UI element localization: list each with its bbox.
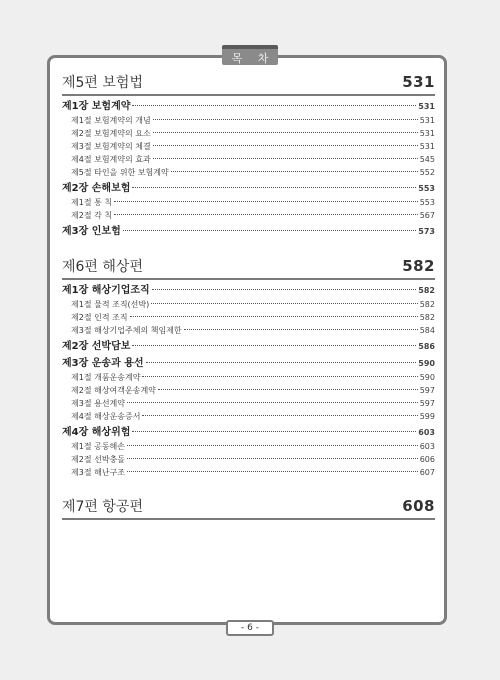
part-title: 제5편 보험법	[62, 75, 143, 91]
section-entry-title: 제2절 인적 조직	[71, 313, 128, 322]
section-entry-title: 제2절 선박충돌	[71, 455, 126, 464]
section-entry-page: 590	[419, 373, 435, 382]
section-entry[interactable]	[62, 311, 435, 324]
section-entry[interactable]	[62, 209, 435, 222]
chapter-entry[interactable]	[62, 340, 435, 354]
part-page: 531	[402, 73, 435, 91]
chapter-entry[interactable]	[62, 100, 435, 114]
dot-leader	[152, 289, 417, 290]
table-of-contents	[62, 70, 435, 524]
part-spacer	[62, 482, 435, 494]
section-entry[interactable]	[62, 466, 435, 479]
dot-leader	[132, 345, 416, 346]
toc-header-tab: 목 차	[222, 45, 278, 65]
chapter-entry[interactable]	[62, 225, 435, 239]
chapter-group	[62, 426, 435, 479]
section-entry-title: 제3절 해상기업주체의 책임제한	[71, 326, 182, 335]
part-heading[interactable]	[62, 70, 435, 96]
dot-leader	[132, 431, 416, 432]
part-title: 제7편 항공편	[62, 499, 143, 515]
section-entry-page: 567	[419, 211, 435, 220]
section-entry-page: 531	[419, 129, 435, 138]
dot-leader	[153, 158, 418, 159]
section-entry[interactable]	[62, 410, 435, 423]
section-entry-title: 제4절 보험계약의 효과	[71, 155, 151, 164]
part-page: 582	[402, 257, 435, 275]
section-entry-page: 531	[419, 142, 435, 151]
section-entry-page: 582	[419, 313, 435, 322]
dot-leader	[132, 105, 416, 106]
dot-leader	[184, 329, 418, 330]
chapter-entry-page: 603	[418, 428, 435, 437]
chapter-entry-page: 531	[418, 102, 435, 111]
section-entry[interactable]	[62, 371, 435, 384]
section-entry[interactable]	[62, 127, 435, 140]
dot-leader	[114, 201, 418, 202]
section-entry-page: 599	[419, 412, 435, 421]
section-entry-title: 제3절 해난구조	[71, 468, 126, 477]
dot-leader	[132, 187, 416, 188]
chapter-group	[62, 225, 435, 239]
chapter-group	[62, 284, 435, 337]
section-entry-title: 제3절 보험계약의 체결	[71, 142, 151, 151]
dot-leader	[142, 415, 417, 416]
chapter-group	[62, 182, 435, 222]
dot-leader	[153, 119, 418, 120]
section-entry-page: 582	[419, 300, 435, 309]
dot-leader	[151, 303, 417, 304]
dot-leader	[142, 376, 417, 377]
section-entry-title: 제5절 타인을 위한 보험계약	[71, 168, 169, 177]
chapter-group	[62, 340, 435, 354]
chapter-entry-page: 582	[418, 286, 435, 295]
section-entry-title: 제1절 보험계약의 개념	[71, 116, 151, 125]
section-entry-title: 제2절 보험계약의 요소	[71, 129, 151, 138]
section-entry-title: 제1절 통 칙	[71, 198, 113, 207]
section-entry[interactable]	[62, 440, 435, 453]
section-entry-page: 553	[419, 198, 435, 207]
section-entry[interactable]	[62, 114, 435, 127]
section-entry[interactable]	[62, 196, 435, 209]
section-entry[interactable]	[62, 153, 435, 166]
chapter-entry[interactable]	[62, 284, 435, 298]
section-entry[interactable]	[62, 298, 435, 311]
section-entry-page: 552	[419, 168, 435, 177]
part-spacer	[62, 242, 435, 254]
chapter-entry-title: 제3장 인보험	[62, 226, 121, 237]
section-entry-page: 584	[419, 326, 435, 335]
dot-leader	[123, 230, 417, 231]
section-entry-page: 545	[419, 155, 435, 164]
dot-leader	[153, 132, 418, 133]
dot-leader	[127, 402, 418, 403]
section-entry-page: 607	[419, 468, 435, 477]
chapter-entry[interactable]	[62, 357, 435, 371]
dot-leader	[127, 445, 418, 446]
section-entry-page: 531	[419, 116, 435, 125]
section-entry-page: 597	[419, 386, 435, 395]
dot-leader	[130, 316, 418, 317]
section-entry[interactable]	[62, 166, 435, 179]
part-page: 608	[402, 497, 435, 515]
section-entry-title: 제2절 해상여객운송계약	[71, 386, 156, 395]
chapter-group	[62, 357, 435, 423]
part-heading[interactable]	[62, 494, 435, 520]
section-entry-title: 제3절 용선계약	[71, 399, 126, 408]
section-entry-title: 제1절 공동해손	[71, 442, 126, 451]
dot-leader	[153, 145, 418, 146]
dot-leader	[146, 362, 417, 363]
section-entry-page: 597	[419, 399, 435, 408]
dot-leader	[127, 458, 418, 459]
chapter-entry-title: 제4장 해상위험	[62, 427, 131, 438]
section-entry-title: 제1절 물적 조직(선박)	[71, 300, 150, 309]
chapter-entry-title: 제2장 손해보험	[62, 183, 131, 194]
section-entry[interactable]	[62, 397, 435, 410]
chapter-entry-page: 553	[418, 184, 435, 193]
chapter-entry-title: 제2장 선박담보	[62, 341, 131, 352]
section-entry-title: 제2절 각 칙	[71, 211, 113, 220]
section-entry-page: 603	[419, 442, 435, 451]
section-entry-title: 제4절 해상운송증서	[71, 412, 141, 421]
section-entry[interactable]	[62, 324, 435, 337]
chapter-entry[interactable]	[62, 426, 435, 440]
dot-leader	[127, 471, 418, 472]
dot-leader	[158, 389, 418, 390]
part-heading[interactable]	[62, 254, 435, 280]
section-entry-title: 제1절 개품운송계약	[71, 373, 141, 382]
chapter-entry-page: 573	[418, 227, 435, 236]
chapter-entry-title: 제1장 보험계약	[62, 101, 131, 112]
dot-leader	[171, 171, 418, 172]
section-entry[interactable]	[62, 384, 435, 397]
page-number: - 6 -	[226, 620, 274, 636]
chapter-entry-title: 제1장 해상기업조직	[62, 285, 150, 296]
chapter-entry-page: 586	[418, 342, 435, 351]
section-entry-page: 606	[419, 455, 435, 464]
section-entry[interactable]	[62, 140, 435, 153]
chapter-entry-title: 제3장 운송과 용선	[62, 358, 144, 369]
chapter-entry-page: 590	[418, 359, 435, 368]
section-entry[interactable]	[62, 453, 435, 466]
part-title: 제6편 해상편	[62, 259, 143, 275]
chapter-group	[62, 100, 435, 179]
dot-leader	[114, 214, 418, 215]
chapter-entry[interactable]	[62, 182, 435, 196]
